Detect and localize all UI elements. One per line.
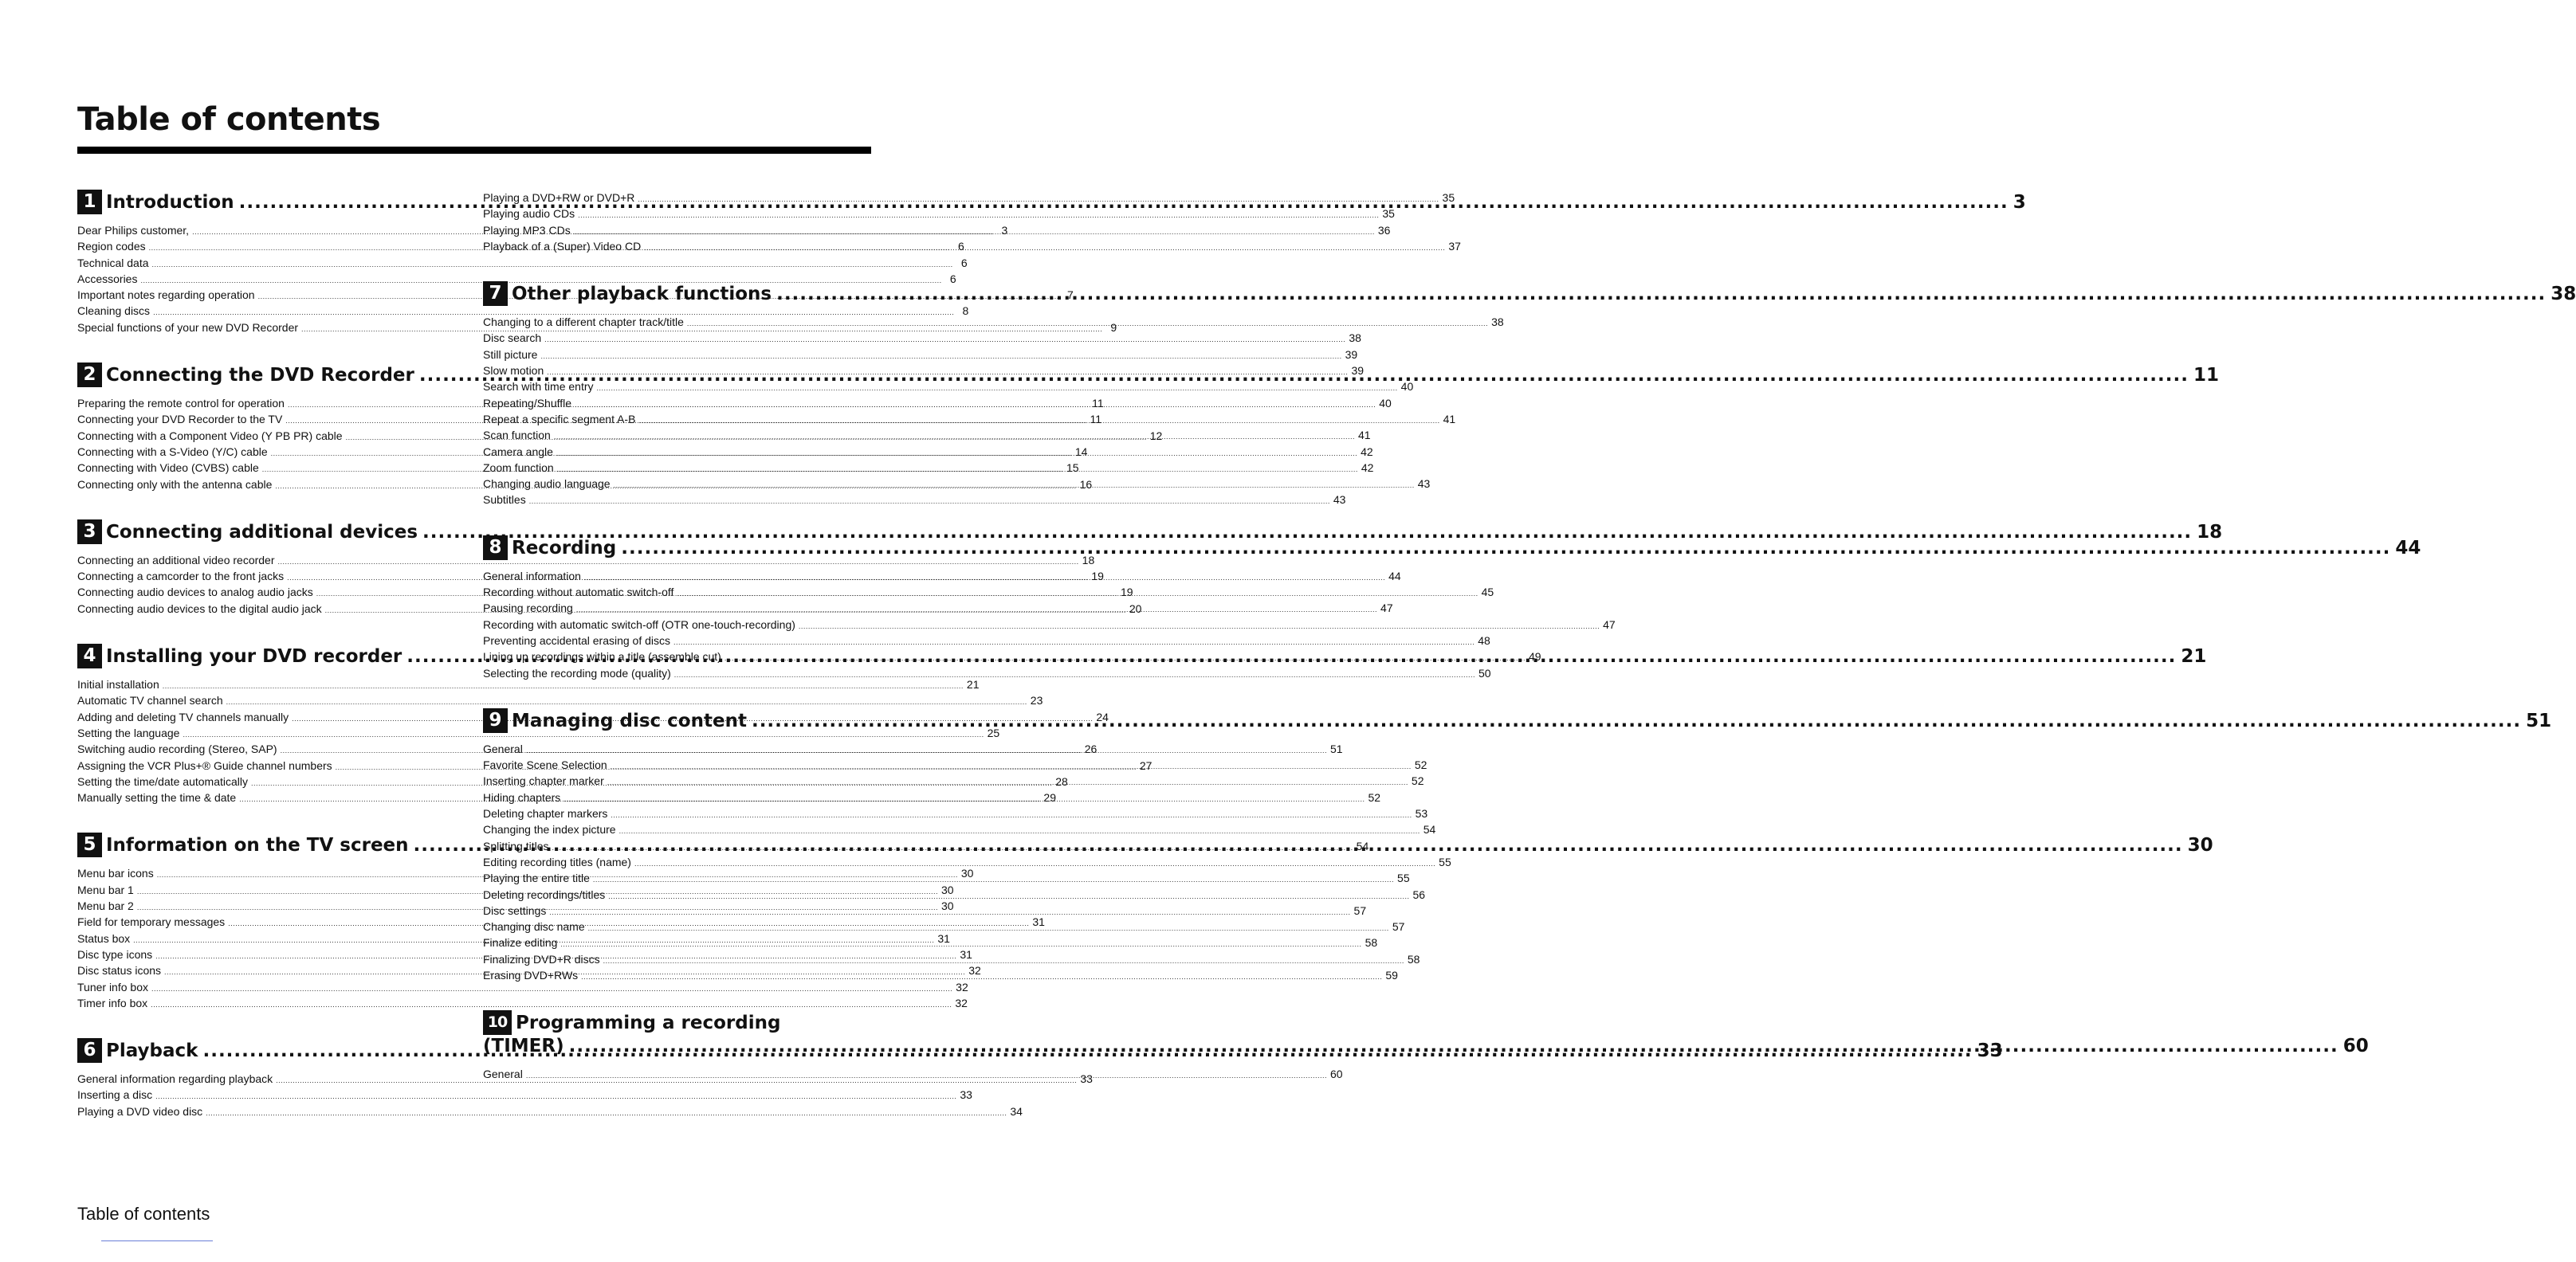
chapter-number-badge: 10: [483, 1010, 512, 1035]
toc-entry-label: Connecting audio devices to the digital audio jack: [77, 602, 322, 615]
toc-entry-label: Erasing DVD+RWs: [483, 968, 579, 982]
toc-entry-label: Field for temporary messages: [77, 915, 226, 929]
dot-leader: [776, 283, 2546, 306]
toc-entry[interactable]: [483, 633, 1490, 649]
section-title-continued: (TIMER): [483, 1036, 564, 1057]
toc-entry-label: Connecting a camcorder to the front jacks: [77, 570, 285, 583]
toc-entry-label: Playback of a (Super) Video CD: [483, 239, 642, 253]
toc-entry-page: 36: [1377, 223, 1391, 237]
dot-leader: [526, 1068, 1327, 1084]
chapter-number-badge: 3: [77, 519, 102, 544]
toc-entry[interactable]: [483, 314, 1504, 330]
section-page-number: 30: [2187, 835, 2213, 856]
toc-entry-page: 52: [1414, 758, 1427, 772]
toc-entry-label: Technical data: [77, 256, 149, 269]
dot-leader: [597, 380, 1398, 396]
toc-entry[interactable]: [483, 649, 1541, 664]
section-title: Installing your DVD recorder: [106, 646, 402, 668]
toc-entry-label: Connecting an additional video recorder: [77, 553, 275, 566]
toc-entry-label: Disc search: [483, 331, 542, 345]
toc-entry-label: General information regarding playback: [77, 1072, 273, 1086]
toc-entry-page: 14: [1074, 445, 1088, 458]
chapter-number-badge: 1: [77, 190, 102, 214]
toc-entry-label: Preparing the remote control for operation: [77, 397, 285, 410]
toc-entry-label: Accessories: [77, 272, 138, 285]
dot-leader: [554, 429, 1355, 445]
toc-entry-page: 52: [1368, 790, 1381, 804]
toc-entry-label: Camera angle: [483, 445, 553, 458]
toc-entry-page: 39: [1351, 364, 1365, 378]
toc-entry-label: Dear Philips customer,: [77, 224, 190, 237]
toc-entry-label: Disc type icons: [77, 947, 153, 961]
toc-entry[interactable]: [483, 330, 1361, 346]
toc-entry-page: 28: [1055, 774, 1068, 788]
chapter-number-badge: 5: [77, 833, 102, 857]
toc-entry-page: 42: [1361, 461, 1374, 474]
toc-entry-page: 30: [941, 883, 954, 896]
toc-entry-page: 47: [1603, 617, 1616, 631]
toc-entry-label: Splitting titles: [483, 839, 549, 852]
toc-entry-label: Finalize editing: [483, 936, 558, 950]
dot-leader: [576, 602, 1377, 617]
toc-entry[interactable]: [77, 979, 968, 995]
toc-entry-label: Pausing recording: [483, 602, 573, 615]
toc-entry-page: 23: [1030, 694, 1043, 707]
toc-entry[interactable]: [483, 805, 1428, 821]
toc-entry[interactable]: [483, 206, 1395, 221]
toc-entry-label: Playing the entire title: [483, 872, 590, 885]
footer-label: Table of contents: [77, 1204, 210, 1224]
toc-entry-page: 8: [962, 304, 969, 318]
toc-entry-label: Adding and deleting TV channels manually: [77, 710, 289, 723]
toc-entry-page: 6: [960, 256, 968, 269]
toc-entry-page: 52: [1411, 774, 1424, 788]
toc-entry-label: Menu bar 1: [77, 883, 134, 896]
toc-entry-label: Tuner info box: [77, 980, 148, 994]
dot-leader: [557, 461, 1358, 477]
section-page-number: 38: [2550, 284, 2576, 305]
toc-entry-page: 54: [1356, 839, 1369, 852]
toc-entry[interactable]: [483, 665, 1491, 681]
dot-leader: [526, 743, 1327, 758]
toc-entry-page: 43: [1417, 477, 1431, 491]
toc-entry-label: Timer info box: [77, 996, 148, 1009]
toc-entry[interactable]: [77, 271, 956, 287]
dot-leader: [638, 191, 1439, 207]
toc-entry-label: Cleaning discs: [77, 304, 151, 318]
dot-leader: [621, 537, 2390, 560]
toc-entry[interactable]: [483, 347, 1358, 363]
toc-entry-page: 26: [1084, 743, 1098, 756]
toc-entry[interactable]: [483, 821, 1436, 837]
toc-entry-page: 37: [1448, 239, 1461, 253]
toc-entry-label: Selecting the recording mode (quality): [483, 666, 671, 680]
toc-entry[interactable]: [77, 676, 980, 692]
toc-entry-page: 19: [1120, 586, 1133, 599]
toc-entry-page: 54: [1423, 823, 1436, 837]
toc-entry-page: 20: [1129, 602, 1142, 615]
toc-entry[interactable]: [77, 995, 968, 1011]
toc-entry-page: 31: [1032, 915, 1045, 929]
chapter-number-badge: 7: [483, 281, 508, 306]
dot-leader: [619, 823, 1420, 839]
page-title: Table of contents: [77, 101, 381, 138]
section-title: Connecting additional devices: [106, 521, 418, 543]
toc-entry-label: Deleting chapter markers: [483, 807, 608, 821]
toc-entry-label: Search with time entry: [483, 380, 594, 394]
toc-entry-label: Menu bar 2: [77, 899, 134, 913]
toc-section: [483, 190, 1461, 254]
toc-entry-page: 15: [1066, 461, 1079, 475]
toc-entry-page: 47: [1380, 602, 1393, 615]
toc-entry-page: 33: [1080, 1072, 1093, 1086]
dot-leader: [581, 969, 1382, 985]
dot-leader: [575, 397, 1376, 413]
toc-entry-page: 21: [966, 678, 980, 692]
section-heading-line: [483, 1010, 866, 1035]
toc-entry-page: 31: [960, 947, 972, 961]
toc-entry-page: 57: [1392, 920, 1405, 934]
toc-entry[interactable]: [483, 854, 1451, 870]
toc-entry-label: Scan function: [483, 429, 551, 442]
toc-entry-label: Initial installation: [77, 678, 159, 692]
toc-entry[interactable]: [77, 255, 968, 271]
dot-leader: [540, 348, 1341, 364]
toc-entry-page: 25: [987, 726, 1000, 739]
toc-entry-label: Playing audio CDs: [483, 207, 575, 221]
dot-leader: [634, 856, 1435, 872]
toc-entry-page: 45: [1481, 586, 1494, 599]
toc-entry-page: 43: [1333, 493, 1346, 507]
toc-entry-label: Hiding chapters: [483, 790, 561, 804]
toc-entry-label: Switching audio recording (Stereo, SAP): [77, 743, 277, 756]
toc-entry-page: 3: [1001, 224, 1008, 237]
chapter-number-badge: 8: [483, 535, 508, 560]
toc-entry-page: 56: [1412, 888, 1426, 901]
toc-entry-page: 57: [1353, 903, 1367, 917]
toc-entry-page: 16: [1079, 477, 1093, 491]
dot-leader: [584, 570, 1385, 586]
section-page-number: 51: [2526, 710, 2552, 731]
section-page-number: 11: [2193, 365, 2219, 386]
toc-entry-page: 6: [949, 272, 956, 285]
toc-entry-page: 60: [1329, 1068, 1343, 1081]
toc-entry-page: 51: [1329, 742, 1343, 755]
title-rule: [77, 147, 871, 154]
toc-entry-page: 48: [1478, 633, 1490, 647]
toc-entry-label: Inserting chapter marker: [483, 774, 604, 788]
section-title: Managing disc content: [512, 710, 747, 731]
toc-entry-label: Changing to a different chapter track/title: [483, 316, 684, 329]
toc-entry-page: 32: [968, 964, 981, 978]
toc-entry-page: 53: [1415, 807, 1428, 821]
toc-entry[interactable]: [77, 1103, 1023, 1119]
toc-entry-page: 38: [1349, 331, 1361, 345]
toc-entry-page: 44: [1388, 569, 1401, 582]
toc-entry-label: Recording with automatic switch-off (OTR one-touch-recording): [483, 617, 795, 631]
toc-entry-page: 18: [1082, 553, 1095, 566]
toc-entry[interactable]: [483, 838, 1369, 854]
dot-leader: [564, 791, 1365, 807]
toc-entry-page: 39: [1345, 347, 1358, 361]
toc-entry-label: Connecting with a Component Video (Y PB PR) cable: [77, 429, 343, 442]
dot-leader: [552, 840, 1353, 856]
toc-entry[interactable]: [483, 238, 1461, 254]
toc-entry-label: Region codes: [77, 240, 146, 253]
section-page-number: 60: [2342, 1036, 2369, 1057]
section-heading[interactable]: [483, 281, 2576, 306]
dot-leader: [677, 586, 1478, 602]
toc-entry[interactable]: [483, 617, 1616, 633]
toc-entry-page: 30: [941, 899, 954, 913]
toc-entry-label: Deleting recordings/titles: [483, 888, 606, 901]
toc-entry-label: Repeating/Shuffle: [483, 396, 572, 410]
toc-entry-page: 32: [955, 996, 968, 1009]
toc-entry[interactable]: [77, 725, 1000, 741]
chapter-number-badge: 4: [77, 644, 102, 668]
dot-leader: [611, 807, 1412, 823]
toc-entry-page: 24: [1096, 710, 1109, 723]
toc-entry-label: Connecting with a S-Video (Y/C) cable: [77, 445, 268, 458]
toc-entry[interactable]: [77, 1071, 1093, 1087]
toc-entry-label: General: [483, 1068, 523, 1081]
section-title: Introduction: [106, 192, 234, 213]
toc-entry-page: 49: [1528, 650, 1541, 664]
toc-entry[interactable]: [77, 552, 1095, 568]
toc-entry-label: Changing disc name: [483, 920, 585, 934]
toc-entry-label: Manually setting the time & date: [77, 791, 237, 805]
toc-entry-page: 35: [1442, 191, 1455, 204]
dot-leader: [529, 493, 1330, 509]
toc-entry-page: 34: [1010, 1104, 1023, 1118]
dot-leader: [638, 413, 1439, 429]
toc-entry-label: Setting the time/date automatically: [77, 774, 249, 788]
toc-entry-page: 35: [1382, 207, 1395, 221]
toc-entry[interactable]: [77, 1087, 972, 1103]
toc-entry-page: 30: [960, 867, 974, 880]
chapter-number-badge: 2: [77, 363, 102, 387]
toc-entry-label: Status box: [77, 931, 131, 945]
section-heading[interactable]: [77, 519, 2223, 544]
toc-entry-label: Important notes regarding operation: [77, 288, 255, 302]
dot-leader: [547, 364, 1348, 380]
toc-entry-label: Setting the language: [77, 726, 180, 739]
toc-entry-page: 32: [956, 980, 968, 994]
toc-entry-label: Assigning the VCR Plus+® Guide channel numbers: [77, 758, 332, 772]
dot-leader: [608, 888, 1409, 904]
dot-leader: [560, 936, 1361, 952]
toc-entry-label: Finalizing DVD+R discs: [483, 952, 600, 966]
toc-entry[interactable]: [483, 378, 1414, 394]
toc-entry-page: 55: [1397, 872, 1410, 885]
toc-entry-page: 40: [1400, 380, 1414, 394]
toc-entry-label: Repeat a specific segment A-B: [483, 412, 636, 425]
toc-entry[interactable]: [483, 222, 1391, 238]
toc-entry-label: Slow motion: [483, 364, 544, 378]
toc-entry[interactable]: [77, 303, 969, 319]
toc-entry-label: General: [483, 742, 523, 755]
dot-leader: [607, 774, 1408, 790]
dot-leader: [603, 953, 1404, 969]
toc-entry-page: 19: [1091, 570, 1104, 583]
toc-entry-label: Menu bar icons: [77, 867, 154, 880]
toc-entry-page: 38: [1491, 316, 1504, 329]
toc-entry-page: 41: [1443, 412, 1456, 425]
toc-entry-label: Editing recording titles (name): [483, 855, 631, 868]
dot-leader: [614, 477, 1415, 493]
dot-leader: [674, 667, 1475, 683]
toc-entry[interactable]: [483, 190, 1455, 206]
toc-entry-label: Lining up recordings within a title (assemble cut): [483, 650, 721, 664]
section-page-number: 21: [2181, 646, 2207, 668]
toc-entry-label: Disc settings: [483, 903, 547, 917]
section-title: Playback: [106, 1041, 198, 1062]
toc-entry-page: 42: [1361, 445, 1373, 458]
toc-entry[interactable]: [483, 492, 1346, 508]
toc-entry-label: Recording without automatic switch-off: [483, 586, 674, 599]
dot-leader: [724, 650, 1526, 666]
dot-leader: [574, 224, 1375, 240]
section-title: Programming a recording: [516, 1013, 781, 1034]
dot-leader: [593, 872, 1394, 888]
dot-leader: [644, 240, 1445, 256]
toc-entry-page: 50: [1478, 666, 1491, 680]
toc-entry-page: 9: [1110, 320, 1117, 334]
toc-entry-label: Inserting a disc: [77, 1088, 153, 1102]
section-title: Recording: [512, 537, 617, 558]
toc-entry-label: Playing a DVD+RW or DVD+R: [483, 191, 635, 204]
toc-entry[interactable]: [483, 363, 1365, 378]
dot-leader: [569, 1035, 2338, 1058]
dot-leader: [549, 904, 1350, 920]
toc-entry-label: Disc status icons: [77, 964, 162, 978]
toc-entry-page: 7: [1066, 288, 1074, 302]
chapter-number-badge: 6: [77, 1038, 102, 1063]
toc-entry-page: 33: [960, 1088, 972, 1102]
toc-entry[interactable]: [77, 692, 1043, 708]
section-page-number: 18: [2197, 521, 2223, 543]
section-page-number: 44: [2395, 537, 2421, 558]
dot-leader: [752, 710, 2521, 733]
toc-entry-label: Connecting with Video (CVBS) cable: [77, 461, 259, 475]
toc-entry-page: 6: [958, 240, 964, 253]
dot-leader: [556, 445, 1357, 461]
toc-entry-page: 31: [937, 931, 950, 945]
toc-entry-page: 58: [1365, 936, 1378, 950]
toc-entry-label: Changing the index picture: [483, 823, 616, 837]
toc-entry-label: Playing MP3 CDs: [483, 223, 571, 237]
toc-entry-label: Special functions of your new DVD Recorder: [77, 320, 299, 334]
toc-entry-page: 55: [1439, 855, 1451, 868]
toc-entry-label: General information: [483, 569, 581, 582]
chapter-number-badge: 9: [483, 708, 508, 733]
dot-leader: [799, 618, 1600, 634]
dot-leader: [578, 207, 1379, 223]
footer-underline: [101, 1240, 213, 1241]
toc-entry-label: Connecting your DVD Recorder to the TV: [77, 413, 283, 426]
dot-leader: [687, 316, 1488, 331]
toc-entry-label: Playing a DVD video disc: [77, 1104, 203, 1118]
toc-entry-page: 27: [1139, 758, 1153, 772]
toc-entry-label: Automatic TV channel search: [77, 694, 223, 707]
dot-leader: [673, 634, 1475, 650]
toc-entry-page: 11: [1090, 413, 1102, 426]
toc-entry-label: Favorite Scene Selection: [483, 758, 607, 772]
toc-entry-page: 58: [1407, 952, 1420, 966]
toc-entry-label: Zoom function: [483, 461, 554, 474]
toc-entry-page: 41: [1358, 429, 1371, 442]
section-title: Information on the TV screen: [106, 835, 409, 856]
toc-entry-label: Changing audio language: [483, 477, 611, 491]
toc-entry-label: Preventing accidental erasing of discs: [483, 633, 671, 647]
dot-leader: [611, 758, 1412, 774]
section-page-number: 3: [2012, 192, 2026, 213]
toc-entry-label: Subtitles: [483, 493, 526, 507]
section-title: Other playback functions: [512, 284, 772, 305]
dot-leader: [588, 920, 1389, 936]
toc-entry-page: 59: [1385, 968, 1398, 982]
toc-entry-page: 12: [1149, 429, 1163, 442]
toc-entry-page: 11: [1092, 397, 1104, 410]
toc-entry-label: Connecting only with the antenna cable: [77, 477, 273, 491]
toc-entry-page: 40: [1379, 396, 1392, 410]
dot-leader: [544, 331, 1345, 347]
toc-entry-page: 29: [1043, 791, 1056, 805]
section-page-number: 33: [1977, 1041, 2003, 1062]
toc-entry-label: Still picture: [483, 347, 538, 361]
toc-entry-label: Connecting audio devices to analog audio jacks: [77, 586, 313, 599]
section-title: Connecting the DVD Recorder: [106, 365, 414, 386]
